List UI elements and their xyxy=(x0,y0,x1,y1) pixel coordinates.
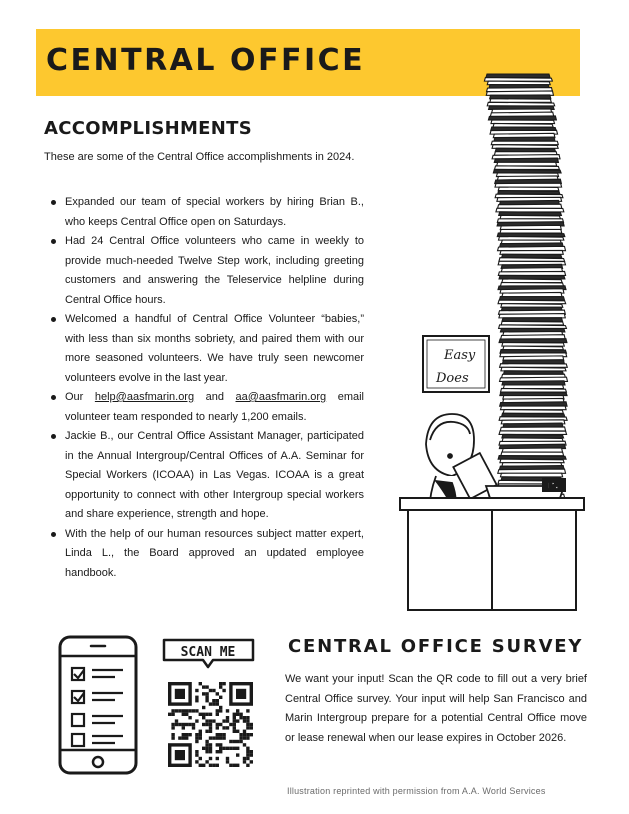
survey-description: We want your input! Scan the QR code to fill out a very brief Central Office survey. Your input will help San Francisco and Marin Intergroup prepare for a potential Central Office move or lease renewal when our lease expires in October 2026. xyxy=(285,673,587,744)
sign-line-1: Easy xyxy=(444,348,476,363)
accomplishments-heading: ACCOMPLISHMENTS xyxy=(44,118,252,139)
paper-stack-illustration xyxy=(396,66,590,612)
scan-me-label: SCAN ME xyxy=(180,645,236,660)
list-item: With the help of our human resources subject matter expert, Linda L., the Board approved an updated employee handbook. xyxy=(44,525,364,584)
list-item: Had 24 Central Office volunteers who came in weekly to provide much-needed Twelve Step work, including greeting customers and answering the Teleservice helpline during Central Office hours. xyxy=(44,232,364,310)
help-email-link[interactable]: help@aasfmarin.org xyxy=(94,391,195,403)
paper-stack xyxy=(484,74,567,498)
list-item: Jackie B., our Central Office Assistant Manager, participated in the Annual Intergroup/Central Offices of A.A. Seminar for Special Workers (ICOAA) in Las Vegas. ICOAA is a great opportunity to connect with other Intergroup special workers and share experience, strength and hope. xyxy=(44,427,364,525)
scan-me-qr-code[interactable] xyxy=(160,636,257,774)
easy-does-sign-icon xyxy=(423,336,489,392)
qr-code-icon xyxy=(168,682,253,767)
accomplishments-list xyxy=(44,193,364,583)
list-item: Expanded our team of special workers by hiring Brian B., who keeps Central Office open on Saturdays. xyxy=(44,193,364,232)
accomplishments-intro: These are some of the Central Office accomplishments in 2024. xyxy=(44,151,355,163)
page-title: CENTRAL OFFICE xyxy=(46,43,366,78)
sign-line-2: Does xyxy=(436,371,469,386)
aa-email-link[interactable]: aa@aasfmarin.org xyxy=(235,391,327,403)
list-item: Our help@aasfmarin.org and aa@aasfmarin.org email volunteer team responded to nearly 1,200 emails. xyxy=(44,388,364,427)
desk-icon xyxy=(400,498,584,610)
list-item: Welcomed a handful of Central Office Volunteer “babies,” with less than six months sobriety, and paired them with our more seasoned volunteers. We have truly seen newcomer volunteers evolve in the last year. xyxy=(44,310,364,388)
survey-heading: CENTRAL OFFICE SURVEY xyxy=(288,636,584,657)
illustration-credit: Illustration reprinted with permission from A.A. World Services xyxy=(287,786,546,796)
phone-checklist-icon xyxy=(57,634,139,776)
tray-label: IN xyxy=(547,481,560,492)
